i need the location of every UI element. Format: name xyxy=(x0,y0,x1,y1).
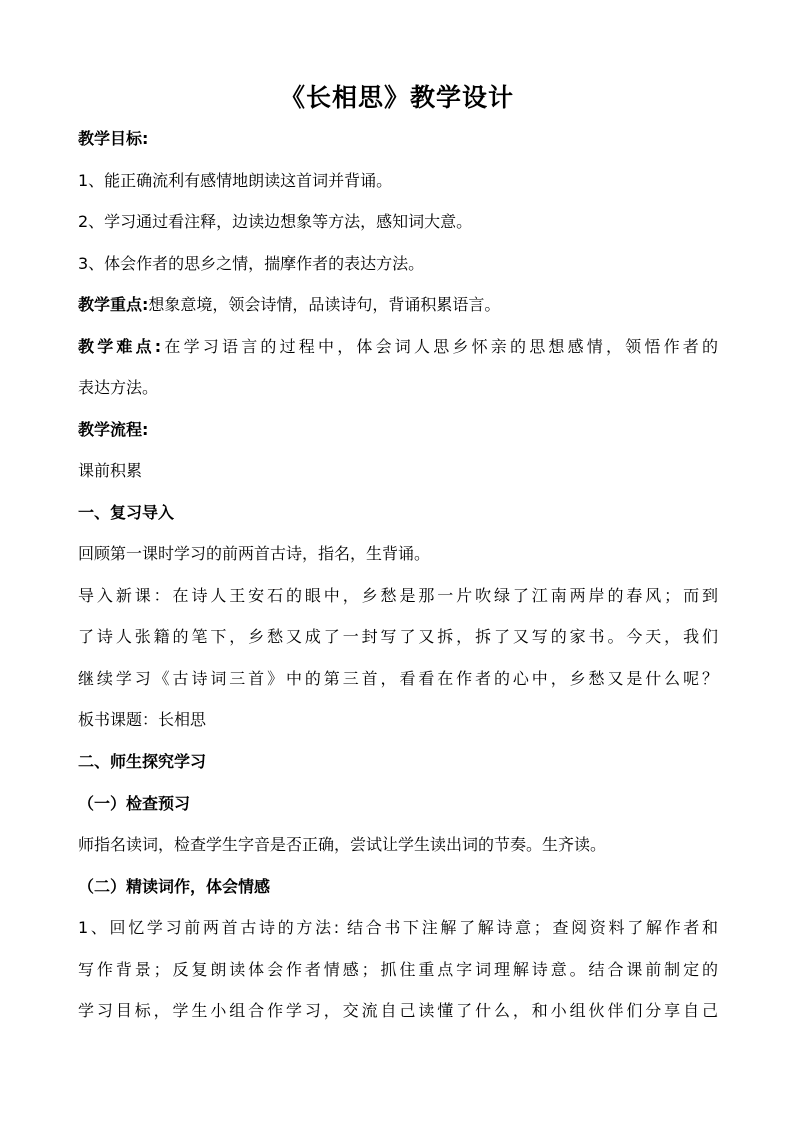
paragraph-line: 回顾第一课时学习的前两首古诗，指名，生背诵。 xyxy=(78,544,431,563)
sub2-heading: （二）精读词作，体会情感 xyxy=(78,877,271,896)
paragraph-line: 写作背景；反复朗读体会作者情感；抓住重点字词理解诗意。结合课前制定的 xyxy=(78,960,718,979)
key-points xyxy=(78,294,500,316)
paragraph-line: 了诗人张籍的笔下，乡愁又成了一封写了又拆，拆了又写的家书。今天，我们 xyxy=(78,627,718,646)
paragraph-line: 1、回忆学习前两首古诗的方法: 结合书下注解了解诗意；查阅资料了解作者和 xyxy=(78,918,718,937)
difficult-points-text: 在学习语言的过程中，体会词人思乡怀亲的思想感情，领悟作者的 xyxy=(161,337,718,356)
paragraph-line: 板书课题：长相思 xyxy=(78,710,207,729)
page-title: 《长相思》教学设计 xyxy=(279,83,514,112)
difficult-points-continued: 表达方法。 xyxy=(78,378,159,397)
difficult-points-label: 教学难点: xyxy=(78,337,162,356)
goal-item: 3、体会作者的思乡之情，揣摩作者的表达方法。 xyxy=(78,254,425,273)
paragraph-line: 学习目标，学生小组合作学习，交流自己读懂了什么，和小组伙伴们分享自己 xyxy=(78,1001,718,1020)
paragraph-line: 导入新课：在诗人王安石的眼中，乡愁是那一片吹绿了江南两岸的春风；而到 xyxy=(78,586,718,605)
goal-item: 1、能正确流利有感情地朗读这首词并背诵。 xyxy=(78,171,393,190)
goals-heading: 教学目标: xyxy=(78,129,149,148)
pre-class: 课前积累 xyxy=(78,461,143,480)
paragraph-line: 继续学习《古诗词三首》中的第三首，看看在作者的心中，乡愁又是什么呢？ xyxy=(78,669,718,688)
key-points-label: 教学重点: xyxy=(78,295,149,314)
flow-heading: 教学流程: xyxy=(78,420,149,439)
section2-heading: 二、师生探究学习 xyxy=(78,752,207,771)
sub1-text: 师指名读词，检查学生字音是否正确，尝试让学生读出词的节奏。生齐读。 xyxy=(78,835,607,854)
section1-heading: 一、复习导入 xyxy=(78,503,175,522)
goal-item: 2、学习通过看注释，边读边想象等方法，感知词大意。 xyxy=(78,212,473,231)
key-points-text: 想象意境，领会诗情，品读诗句，背诵积累语言。 xyxy=(148,295,501,314)
sub1-heading: （一）检查预习 xyxy=(78,794,191,813)
difficult-points xyxy=(78,336,718,358)
